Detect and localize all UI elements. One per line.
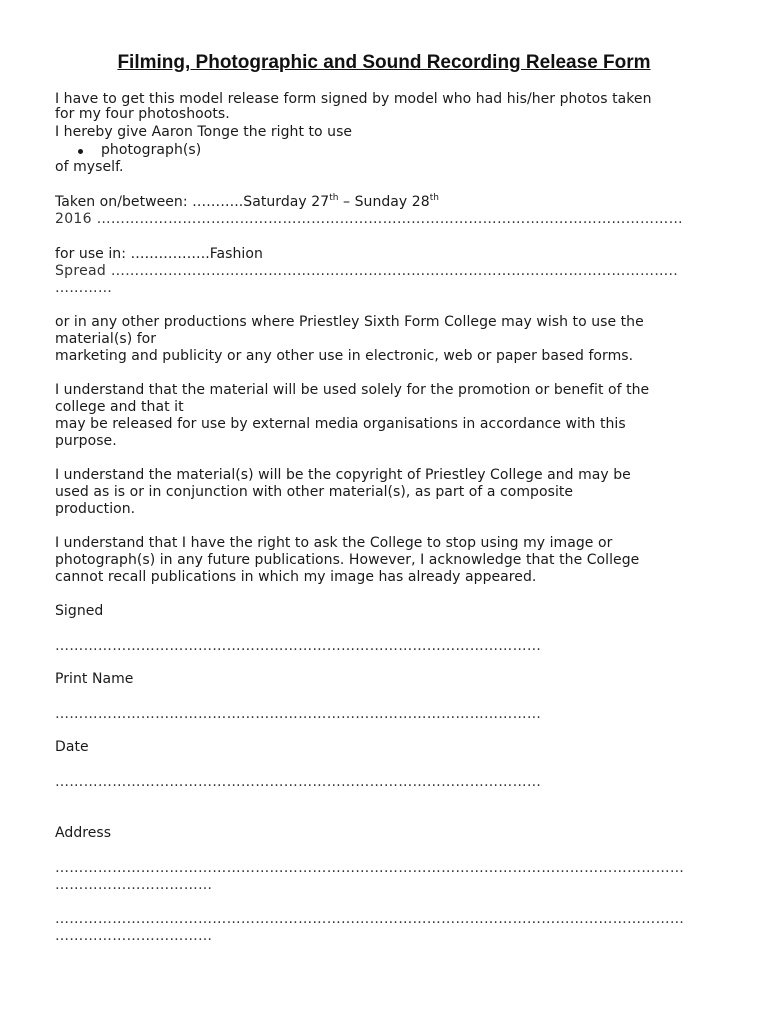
para2-line2: college and that it xyxy=(55,399,184,415)
intro-line-4: of myself. xyxy=(55,159,124,175)
signed-field[interactable]: ………………………………………………………………………………………… xyxy=(55,638,542,654)
para1-line2: material(s) for xyxy=(55,331,157,347)
para2-line1: I understand that the material will be used solely for the promotion or benefit of the xyxy=(55,382,650,398)
date-field[interactable]: ………………………………………………………………………………………… xyxy=(55,774,542,790)
para3-line1: I understand the material(s) will be the copyright of Priestley College and may be xyxy=(55,467,631,483)
para4-line3: cannot recall publications in which my image has already appeared. xyxy=(55,569,537,585)
date-label: Date xyxy=(55,739,89,755)
address-field-line-1-cont[interactable]: …………………………… xyxy=(55,877,213,893)
use-in-line-1: for use in: ……………..Fashion xyxy=(55,246,263,262)
use-in-line-2: Spread ……………………………………………………………………………………………………….. xyxy=(55,263,679,279)
taken-on-middle: – Sunday 28 xyxy=(338,194,430,210)
print-name-label: Print Name xyxy=(55,671,134,687)
form-title: Filming, Photographic and Sound Recording Release Form xyxy=(117,52,651,73)
bullet-dot-icon xyxy=(78,149,83,154)
intro-line-1: I have to get this model release form signed by model who had his/her photos taken xyxy=(55,91,652,107)
para4-line1: I understand that I have the right to ask the College to stop using my image or xyxy=(55,535,613,551)
taken-on-prefix: Taken on/between: ………..Saturday 27 xyxy=(55,194,330,210)
para4-line2: photograph(s) in any future publications. However, I acknowledge that the College xyxy=(55,552,640,568)
para1-line3: marketing and publicity or any other use in electronic, web or paper based forms. xyxy=(55,348,634,364)
taken-on-year-line: 2016 …………………………………………………………………………………………………………… xyxy=(55,211,683,227)
ordinal-suffix-2: th xyxy=(429,193,440,203)
address-field-line-2[interactable]: …………………………………………………………………………………………………………………… xyxy=(55,911,685,927)
para3-line3: production. xyxy=(55,501,136,517)
ordinal-suffix-1: th xyxy=(329,193,339,203)
para3-line2: used as is or in conjunction with other material(s), as part of a composite xyxy=(55,484,574,500)
intro-line-3: I hereby give Aaron Tonge the right to use xyxy=(55,124,353,140)
para2-line3: may be released for use by external media organisations in accordance with this xyxy=(55,416,626,432)
intro-line-2: for my four photoshoots. xyxy=(55,106,230,122)
bullet-item-photographs: photograph(s) xyxy=(101,142,202,158)
taken-on-line xyxy=(55,194,439,211)
para2-line4: purpose. xyxy=(55,433,117,449)
para1-line1: or in any other productions where Priestley Sixth Form College may wish to use the xyxy=(55,314,644,330)
signed-label: Signed xyxy=(55,603,104,619)
use-in-line-3: ………… xyxy=(55,280,113,296)
print-name-field[interactable]: ………………………………………………………………………………………… xyxy=(55,706,542,722)
address-field-line-1[interactable]: …………………………………………………………………………………………………………………… xyxy=(55,860,685,876)
address-field-line-2-cont[interactable]: …………………………… xyxy=(55,928,213,944)
address-label: Address xyxy=(55,825,112,841)
